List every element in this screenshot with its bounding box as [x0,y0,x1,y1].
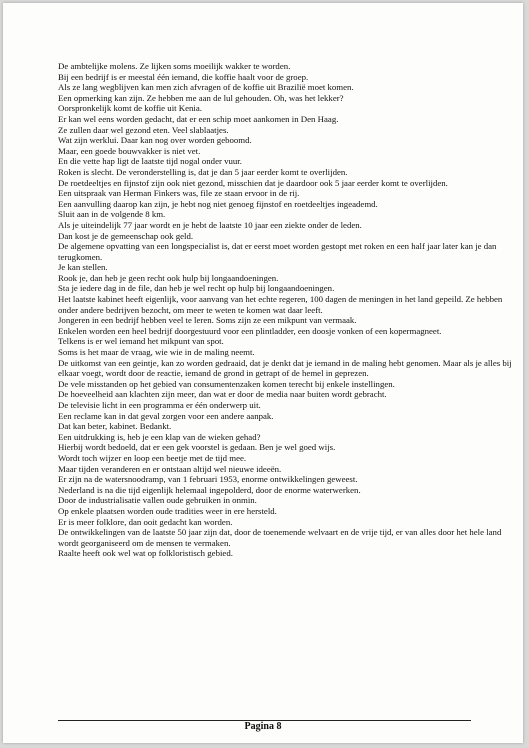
text-line: Hierbij wordt bedoeld, dat er een gek voorstel is gedaan. Ben je wel goed wijs. [58,442,336,453]
text-line: Maar, een goede bouwvakker is niet vet. [58,145,201,156]
text-line: Wordt toch wijzer en loop een beetje met de tijd mee. [58,452,247,463]
text-line: De televisie licht in een programma er één onderwerp uit. [58,400,261,410]
text-line: Een aanvulling daarop kan zijn, je hebt nog niet genoeg fijnstof en roetdeeltjes ingeademd. [58,198,378,209]
text-line: Er zijn na de watersnoodramp, van 1 februari 1953, enorme ontwikkelingen geweest. [58,474,358,485]
text-line: Roken is slecht. De veronderstelling is, dat je dan 5 jaar eerder komt te overlijden. [58,166,348,177]
document-body [58,61,518,559]
text-line: Maar tijden veranderen en er ontstaan altijd wel nieuwe ideeën. [58,463,282,474]
text-line: Wat zijn werklui. Daar kan nog over worden geboomd. [58,135,252,146]
text-line: Als ze lang wegblijven kan men zich afvragen of de koffie uit Brazilië moet komen. [58,82,354,93]
text-line: Het laatste kabinet heeft eigenlijk, voor aanvang van het echte regeren, 100 dagen de meningen in het land gepeild. Ze hebben onder andere bedrijven bezocht, om meer te weten te komen wat daar leeft. [58,294,503,315]
text-line: De algemene opvatting van een longspecialist is, dat er eerst moet worden gestopt met roken en een half jaar later kan je dan terugkomen. [58,241,497,262]
text-line: Soms is het maar de vraag, wie wie in de maling neemt. [58,347,255,358]
text-line: Rook je, dan heb je geen recht ook hulp bij longaandoeningen. [58,272,279,283]
text-line: Door de industrialisatie vallen oude gebruiken in onmin. [58,495,257,506]
text-line: Als je uiteindelijk 77 jaar wordt en je hebt de laatste 10 jaar een ziekte onder de leden. [58,219,362,230]
text-line: Er kan wel eens worden gedacht, dat er een schip moet aankomen in Den Haag. [58,113,339,124]
text-line: Bij een bedrijf is er meestal één iemand, die koffie haalt voor de groep. [58,71,309,82]
text-line: De ontwikkelingen van de laatste 50 jaar zijn dat, door de toenemende welvaart en de vrije tijd, er van alles door het hele land wordt georganiseerd om de mensen te vermaken. [58,527,502,548]
text-line: Dan kost je de gemeenschap ook geld. [58,230,194,241]
text-line: Sluit aan in de volgende 8 km. [58,209,166,220]
text-line: Sta je iedere dag in de file, dan heb je wel recht op hulp bij longaandoeningen. [58,283,335,294]
text-line: De ambtelijke molens. Ze lijken soms moeilijk wakker te worden. [58,61,291,71]
text-line: Enkelen worden een heel bedrijf doorgestuurd voor een plintladder, een doosje vonken of een kopermagneet. [58,325,442,336]
text-line: Een uitspraak van Herman Finkers was, file ze staan ervoor in de rij. [58,188,300,199]
text-line: Nederland is na die tijd eigenlijk helemaal ingepolderd, door de enorme waterwerken. [58,484,361,495]
text-line: Jongeren in een bedrijf hebben veel te leren. Soms zijn ze een mikpunt van vermaak. [58,315,357,326]
text-line: En die vette hap ligt de laatste tijd nogal onder vuur. [58,156,242,167]
text-line: De roetdeeltjes en fijnstof zijn ook niet gezond, misschien dat je daardoor ook 5 jaar eerder komt te overlijden. [58,177,448,188]
text-line: Een reclame kan in dat geval zorgen voor een andere aanpak. [58,410,274,421]
text-line: Dat kan beter, kabinet. Bedankt. [58,421,172,432]
text-line: Telkens is er wel iemand het mikpunt van spot. [58,336,224,347]
text-line: De hoeveelheid aan klachten zijn meer, dan wat er door de media naar buiten wordt gebracht. [58,389,387,400]
text-line: Een opmerking kan zijn. Ze hebben me aan de lul gehouden. Oh, was het lekker? [58,92,344,103]
text-line: Raalte heeft ook wel wat op folkloristisch gebied. [58,548,233,559]
text-line: Er is meer folklore, dan ooit gedacht kan worden. [58,516,233,527]
text-line: Ze zullen daar wel gezond eten. Veel slablaatjes. [58,124,229,135]
page-number: Pagina 8 [244,721,282,732]
text-line: Een uitdrukking is, heb je een klap van de wieken gehad? [58,431,261,442]
text-line: Oorspronkelijk komt de koffie uit Kenia. [58,103,202,114]
text-line: Op enkele plaatsen worden oude tradities weer in ere hersteld. [58,505,277,516]
text-line: Je kan stellen. [58,262,108,273]
text-line: De uitkomst van een geintje, kan zo worden gedraaid, dat je denkt dat je iemand in de maling hebt genomen. Maar als je alles bij elkaar voegt, wordt door de reactie, iemand de grond in getrapt of de hemel in geprezen. [58,357,512,379]
document-page [3,3,523,743]
text-line: De vele misstanden op het gebied van consumentenzaken komen terecht bij enkele instellingen. [58,378,395,389]
